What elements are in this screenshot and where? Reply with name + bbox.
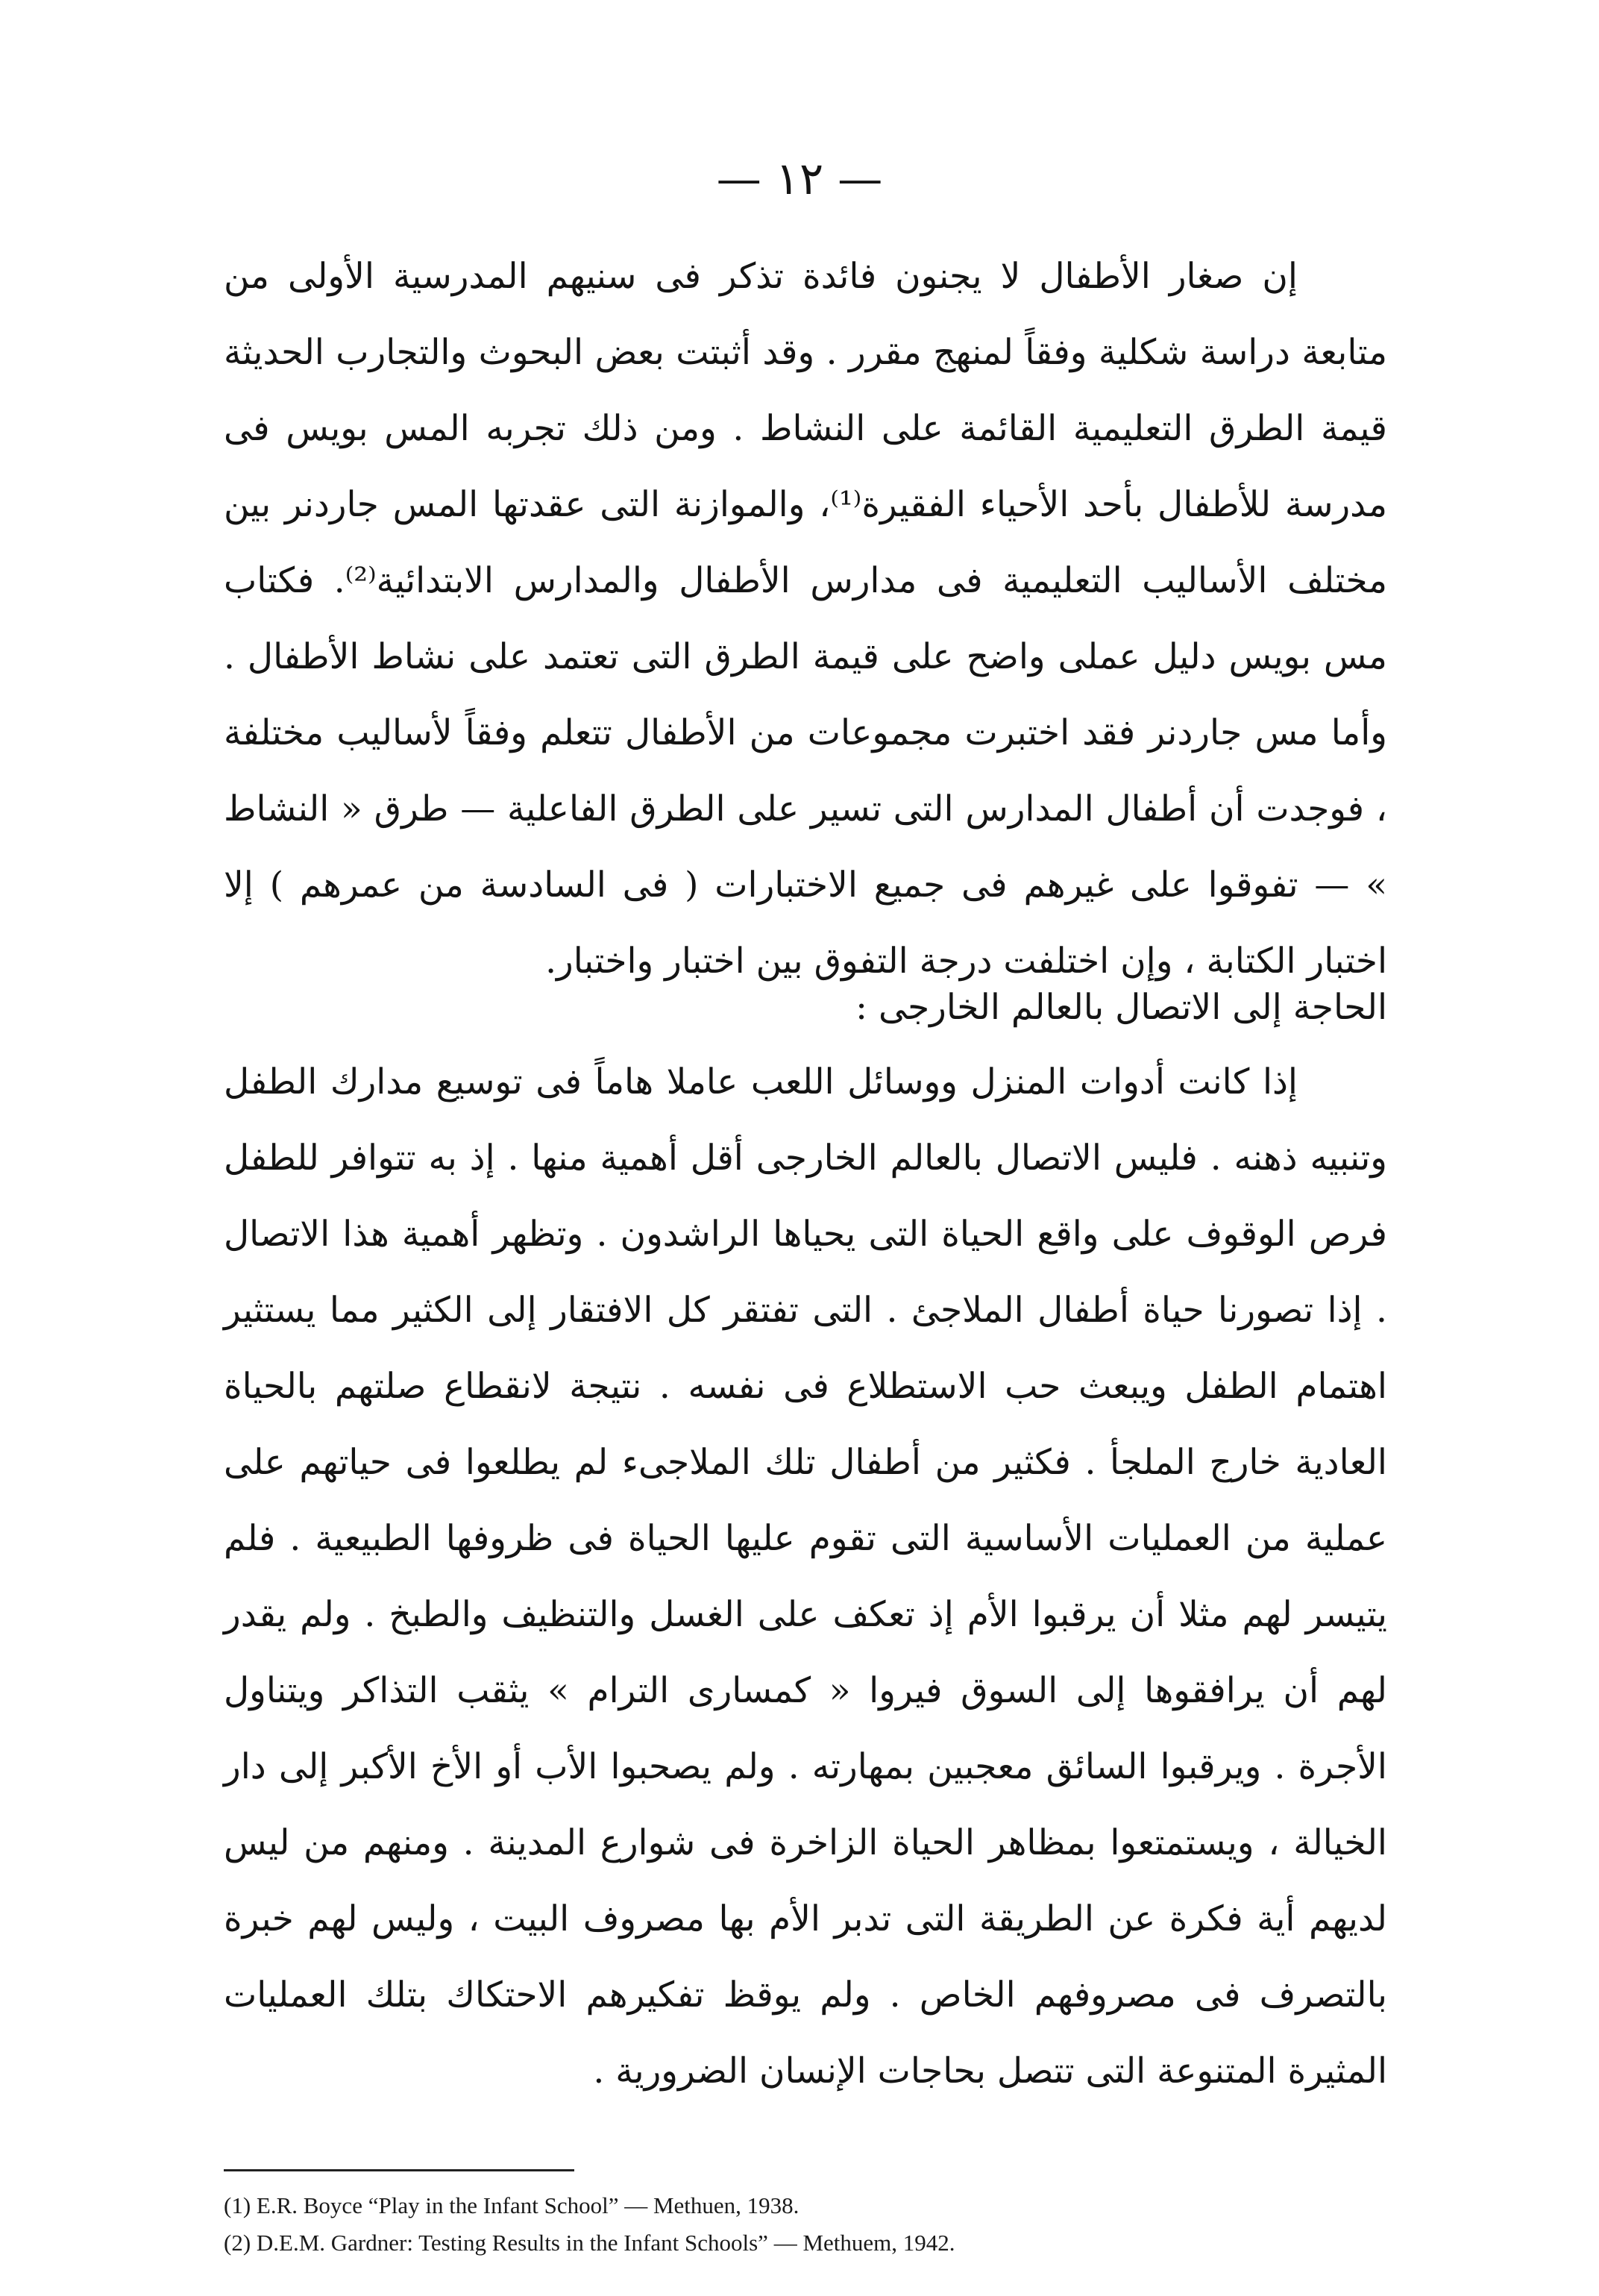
- paragraph-block-1: [224, 239, 1387, 1000]
- section-heading: الحاجة إلى الاتصال بالعالم الخارجى :: [855, 987, 1387, 1028]
- paragraph-text: إن صغار الأطفال لا يجنون فائدة تذكر فى سنيهم المدرسية الأولى من متابعة دراسة شكلية وفقاً لمنهج مقرر . وقد أثبتت بعض البحوث والتجارب الحديثة قيمة الطرق التعليمية القائمة على النشاط . ومن ذلك تجربه المس بويس فى مدرسة للأطفال بأحد الأحياء الفقيرة⁽¹⁾، والموازنة التى عقدتها المس جاردنر بين مختلف الأساليب التعليمية فى مدارس الأطفال والمدارس الابتدائية⁽²⁾. فكتاب مس بويس دليل عملى واضح على قيمة الطرق التى تعتمد على نشاط الأطفال . وأما مس جاردنر فقد اختبرت مجموعات من الأطفال تتعلم وفقاً لأساليب مختلفة ، فوجدت أن أطفال المدارس التى تسير على الطرق الفاعلية — طرق « النشاط » — تفوقوا على غيرهم فى جميع الاختبارات ( فى السادسة من عمرهم ) إلا اختبار الكتابة ، وإن اختلفت درجة التفوق بين اختبار واختبار.: [224, 256, 1387, 982]
- footnote-divider: [224, 2169, 574, 2171]
- paragraph-text: إذا كانت أدوات المنزل ووسائل اللعب عاملا هاماً فى توسيع مدارك الطفل وتنبيه ذهنه . فليس الاتصال بالعالم الخارجى أقل أهمية منها . إذ به تتوافر للطفل فرص الوقوف على واقع الحياة التى يحياها الراشدون . وتظهر أهمية هذا الاتصال . إذا تصورنا حياة أطفال الملاجئ . التى تفتقر كل الافتقار إلى الكثير مما يستثير اهتمام الطفل ويبعث حب الاستطلاع فى نفسه . نتيجة لانقطاع صلتهم بالحياة العادية خارج الملجأ . فكثير من أطفال تلك الملاجىء لم يطلعوا فى حياتهم على عملية من العمليات الأساسية التى تقوم عليها الحياة فى ظروفها الطبيعية . فلم يتيسر لهم مثلا أن يرقبوا الأم إذ تعكف على الغسل والتنظيف والطبخ . ولم يقدر لهم أن يرافقوها إلى السوق فيروا « كمسارى الترام » يثقب التذاكر ويتناول الأجرة . ويرقبوا السائق معجبين بمهارته . ولم يصحبوا الأب أو الأخ الأكبر إلى دار الخيالة ، ويستمتعوا بمظاهر الحياة الزاخرة فى شوارع المدينة . ومنهم من ليس لديهم أية فكرة عن الطريقة التى تدبر الأم بها مصروف البيت ، وليس لهم خبرة بالتصرف فى مصروفهم الخاص . ولم يوقظ تفكيرهم الاحتكاك بتلك العمليات المثيرة المتنوعة التى تتصل بحاجات الإنسان الضرورية .: [224, 1061, 1387, 2092]
- footnote-1: (1) E.R. Boyce “Play in the Infant School” — Methuen, 1938.: [224, 2192, 800, 2218]
- footnote-2: (2) D.E.M. Gardner: Testing Results in the Infant Schools” — Methuem, 1942.: [224, 2230, 955, 2256]
- section-heading-block: [224, 970, 1387, 1046]
- footnotes: [224, 2187, 1387, 2262]
- paragraph-block-2: [224, 1044, 1387, 2110]
- page-number: — ١٢ —: [716, 153, 883, 205]
